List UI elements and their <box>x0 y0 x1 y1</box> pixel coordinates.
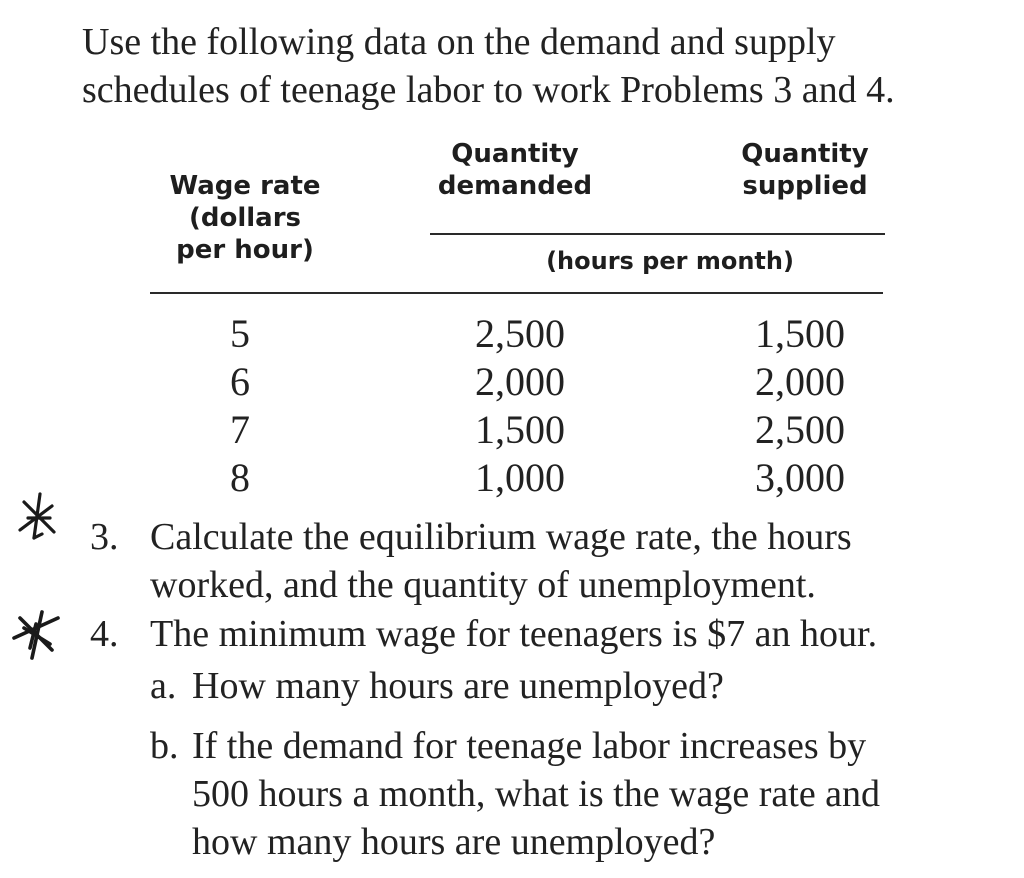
cell-supplied: 1,500 <box>755 311 845 356</box>
part-line: 500 hours a month, what is the wage rate and <box>192 773 881 815</box>
part-line: how many hours are unemployed? <box>192 821 716 863</box>
header-line: demanded <box>437 171 593 201</box>
header-line: Quantity <box>741 139 869 169</box>
part-letter: b. <box>150 725 179 767</box>
header-line: Quantity <box>451 139 579 169</box>
cell-supplied: 2,500 <box>755 407 845 452</box>
part-text <box>192 662 992 710</box>
handwritten-star-mark-icon <box>6 488 66 548</box>
cell-demanded: 1,500 <box>475 407 565 452</box>
cell-wage: 6 <box>230 359 250 404</box>
problem-text <box>150 610 1000 658</box>
handwritten-star-mark-icon <box>6 604 66 664</box>
header-line: (dollars <box>188 203 302 233</box>
problem-line: Calculate the equilibrium wage rate, the hours <box>150 516 852 558</box>
part-line: If the demand for teenage labor increases by <box>192 725 867 767</box>
problem-line: worked, and the quantity of unemployment. <box>150 564 816 606</box>
cell-supplied: 3,000 <box>755 455 845 500</box>
part-text <box>192 722 992 866</box>
part-letter: a. <box>150 665 177 707</box>
problem-line: The minimum wage for teenagers is $7 an hour. <box>150 613 878 655</box>
header-line: Wage rate <box>169 171 321 201</box>
header-line: per hour) <box>176 235 314 265</box>
cell-supplied: 2,000 <box>755 359 845 404</box>
cell-demanded: 2,500 <box>475 311 565 356</box>
cell-wage: 8 <box>230 455 250 500</box>
intro-line: schedules of teenage labor to work Problems 3 and 4. <box>82 69 895 111</box>
problem-number: 3. <box>90 516 119 558</box>
cell-demanded: 2,000 <box>475 359 565 404</box>
part-line: How many hours are unemployed? <box>192 665 724 707</box>
units-label: (hours per month) <box>546 247 794 275</box>
intro-line: Use the following data on the demand and supply <box>82 21 836 63</box>
cell-wage: 7 <box>230 407 250 452</box>
problem-text <box>150 513 1000 609</box>
header-line: supplied <box>742 171 868 201</box>
problem-number: 4. <box>90 613 119 655</box>
cell-wage: 5 <box>230 311 250 356</box>
cell-demanded: 1,000 <box>475 455 565 500</box>
